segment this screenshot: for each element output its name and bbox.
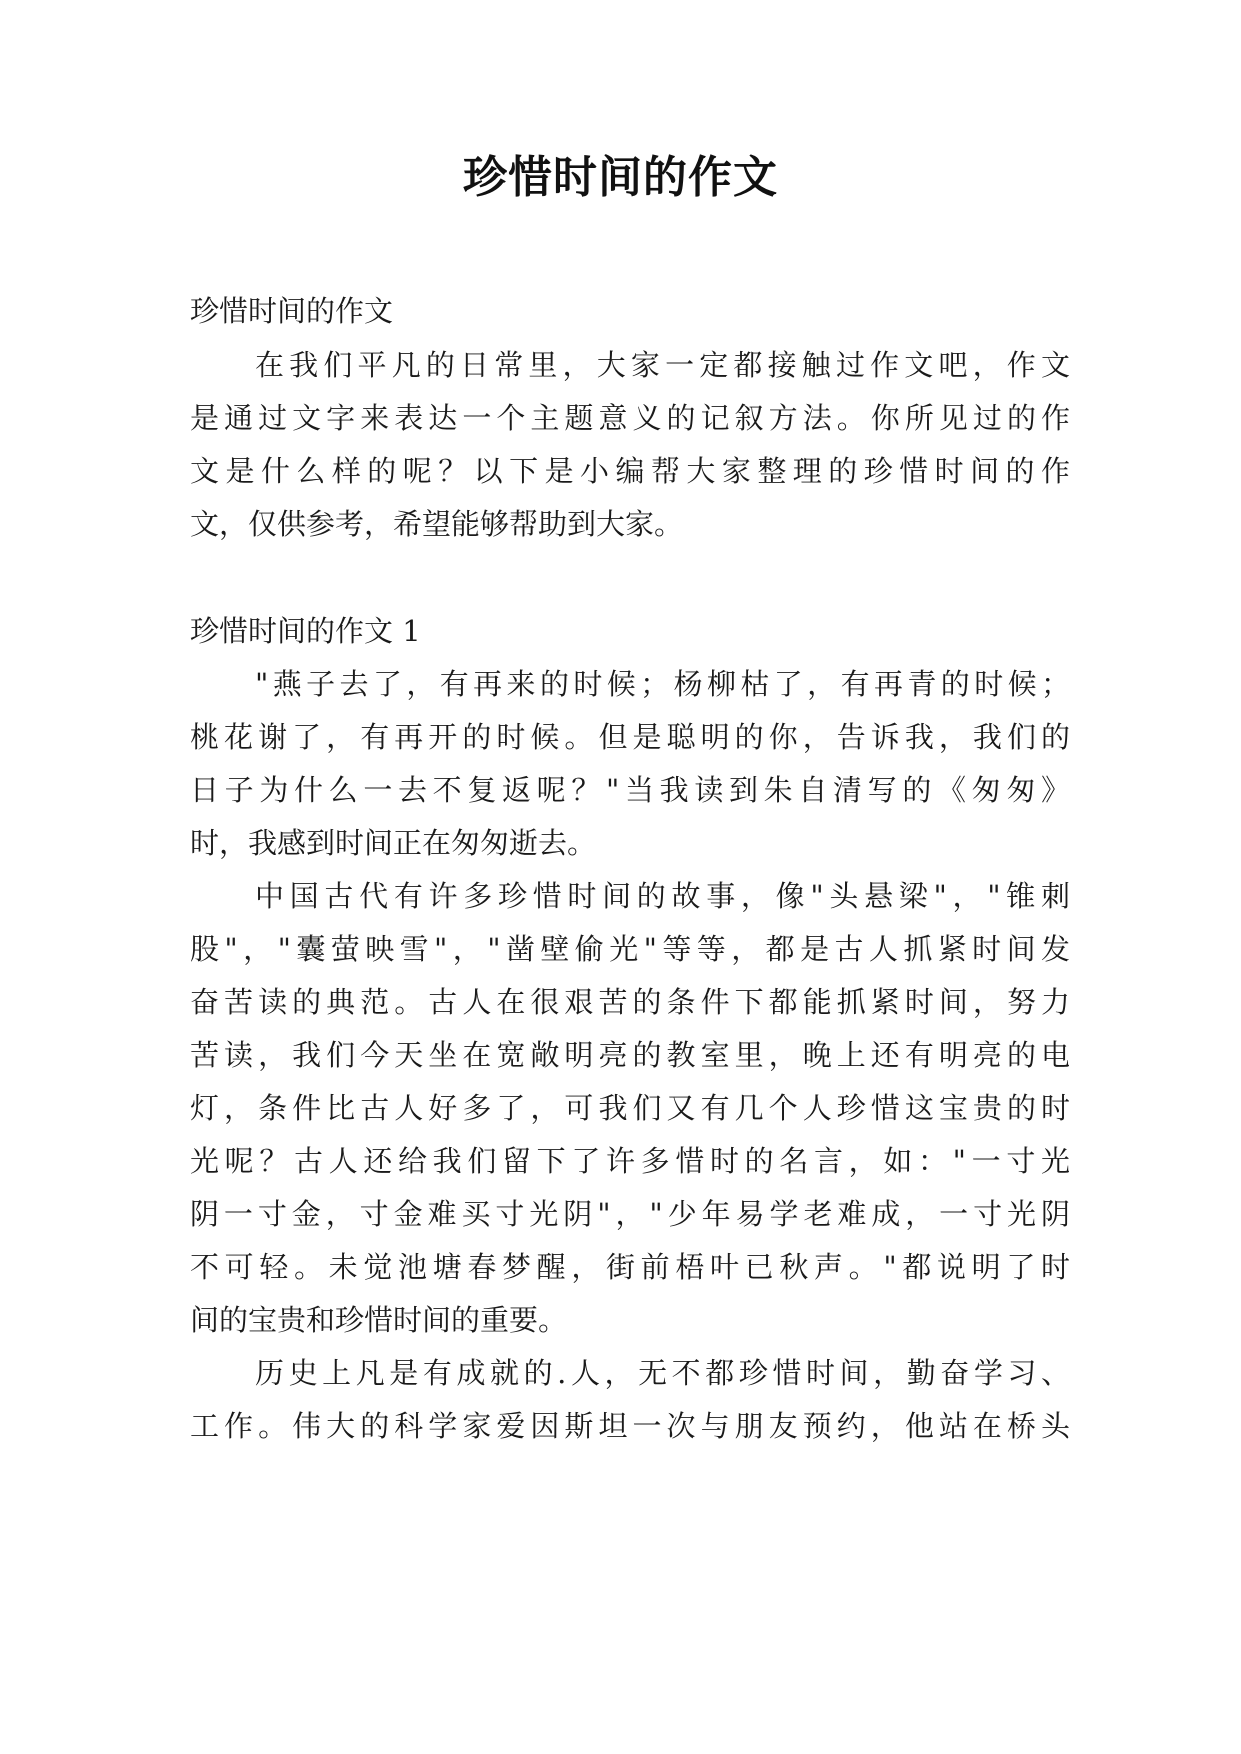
essay-subtitle: 珍惜时间的作文	[190, 294, 394, 328]
paragraph-line: 间的宝贵和珍惜时间的重要。	[190, 1303, 568, 1337]
intro-line: 在我们平凡的日常里，大家一定都接触过作文吧，作文	[255, 348, 1070, 382]
paragraph-line: 奋苦读的典范。古人在很艰苦的条件下都能抓紧时间，努力	[190, 985, 1070, 1019]
paragraph-line: 不可轻。未觉池塘春梦醒，街前梧叶已秋声。"都说明了时	[190, 1250, 1070, 1284]
paragraph-line: 历史上凡是有成就的.人，无不都珍惜时间，勤奋学习、	[255, 1356, 1070, 1390]
paragraph-line: 桃花谢了，有再开的时候。但是聪明的你，告诉我，我们的	[190, 720, 1070, 754]
paragraph-line: 阴一寸金，寸金难买寸光阴"，"少年易学老难成，一寸光阴	[190, 1197, 1070, 1231]
paragraph-line: 工作。伟大的科学家爱因斯坦一次与朋友预约，他站在桥头	[190, 1409, 1070, 1443]
paragraph-line: 苦读，我们今天坐在宽敞明亮的教室里，晚上还有明亮的电	[190, 1038, 1070, 1072]
paragraph-line: 时，我感到时间正在匆匆逝去。	[190, 826, 597, 860]
intro-line: 文是什么样的呢？以下是小编帮大家整理的珍惜时间的作	[190, 454, 1070, 488]
paragraph-line: 中国古代有许多珍惜时间的故事，像"头悬梁"，"锥刺	[255, 879, 1070, 913]
intro-line: 文，仅供参考，希望能够帮助到大家。	[190, 507, 684, 541]
section-heading: 珍惜时间的作文 1	[190, 614, 421, 648]
paragraph-line: 股"，"囊萤映雪"，"凿壁偷光"等等，都是古人抓紧时间发	[190, 932, 1070, 966]
paragraph-line: 灯，条件比古人好多了，可我们又有几个人珍惜这宝贵的时	[190, 1091, 1070, 1125]
paragraph-line: "燕子去了，有再来的时候；杨柳枯了，有再青的时候；	[255, 667, 1070, 701]
paragraph-line: 光呢？古人还给我们留下了许多惜时的名言，如："一寸光	[190, 1144, 1070, 1178]
document-title: 珍惜时间的作文	[463, 152, 778, 203]
paragraph-line: 日子为什么一去不复返呢？"当我读到朱自清写的《匆匆》	[190, 773, 1070, 807]
intro-line: 是通过文字来表达一个主题意义的记叙方法。你所见过的作	[190, 401, 1070, 435]
